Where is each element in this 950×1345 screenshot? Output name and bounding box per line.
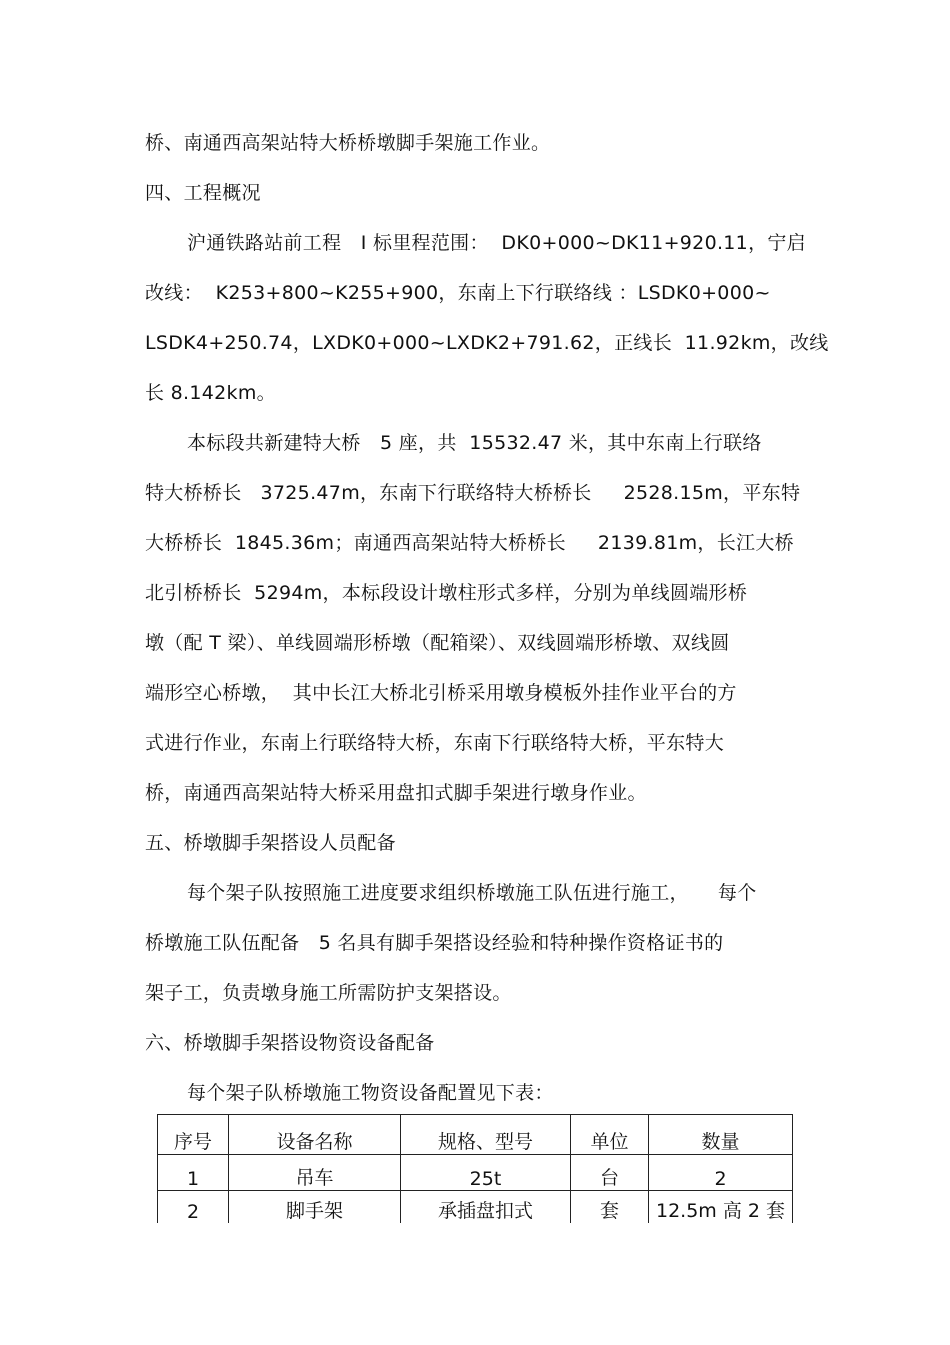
equipment-table bbox=[157, 1114, 793, 1223]
table-header-row bbox=[158, 1115, 793, 1155]
table-cell: 台 bbox=[571, 1155, 649, 1191]
paragraph-line: 桥，南通西高架站特大桥采用盘扣式脚手架进行墩身作业。 bbox=[145, 782, 647, 804]
section-heading-4: 四、工程概况 bbox=[145, 182, 261, 204]
paragraph-line: 每个架子队桥墩施工物资设备配置见下表： bbox=[187, 1082, 554, 1104]
paragraph-line: 北引桥桥长 5294m，本标段设计墩柱形式多样，分别为单线圆端形桥 bbox=[145, 582, 748, 604]
paragraph-line: 长 8.142km。 bbox=[145, 382, 276, 404]
paragraph-line: 端形空心桥墩， 其中长江大桥北引桥采用墩身模板外挂作业平台的方 bbox=[145, 682, 737, 704]
equipment-table-wrapper bbox=[157, 1114, 792, 1223]
table-cell: 1 bbox=[158, 1155, 229, 1191]
paragraph-line: 特大桥桥长 3725.47m，东南下行联络特大桥桥长 2528.15m，平东特 bbox=[145, 482, 801, 504]
paragraph-line: 每个架子队按照施工进度要求组织桥墩施工队伍进行施工， 每个 bbox=[187, 882, 757, 904]
paragraph-line: 本标段共新建特大桥 5 座，共 15532.47 米，其中东南上行联络 bbox=[187, 432, 762, 454]
table-header-cell: 数量 bbox=[649, 1115, 793, 1155]
paragraph-line: 沪通铁路站前工程 I 标里程范围： DK0+000~DK11+920.11，宁启 bbox=[187, 232, 806, 254]
table-row bbox=[158, 1155, 793, 1191]
paragraph-line: 桥、南通西高架站特大桥桥墩脚手架施工作业。 bbox=[145, 132, 551, 154]
paragraph-line: LSDK4+250.74，LXDK0+000~LXDK2+791.62，正线长 11.92km，改线 bbox=[145, 332, 829, 354]
table-cell: 套 bbox=[571, 1191, 649, 1224]
paragraph-line: 墩（配 T 梁）、单线圆端形桥墩（配箱梁）、双线圆端形桥墩、双线圆 bbox=[145, 632, 730, 654]
table-cell: 承插盘扣式 bbox=[401, 1191, 571, 1224]
table-cell: 2 bbox=[158, 1191, 229, 1224]
table-row bbox=[158, 1191, 793, 1224]
section-heading-6: 六、桥墩脚手架搭设物资设备配备 bbox=[145, 1032, 435, 1054]
table-header-cell: 序号 bbox=[158, 1115, 229, 1155]
paragraph-line: 改线： K253+800~K255+900，东南上下行联络线 ：LSDK0+000~ bbox=[145, 282, 771, 304]
table-cell: 25t bbox=[401, 1155, 571, 1191]
table-cell: 脚手架 bbox=[229, 1191, 401, 1224]
table-header-cell: 规格、型号 bbox=[401, 1115, 571, 1155]
paragraph-line: 式进行作业，东南上行联络特大桥，东南下行联络特大桥，平东特大 bbox=[145, 732, 725, 754]
table-cell: 2 bbox=[649, 1155, 793, 1191]
paragraph-line: 架子工，负责墩身施工所需防护支架搭设。 bbox=[145, 982, 512, 1004]
section-heading-5: 五、桥墩脚手架搭设人员配备 bbox=[145, 832, 396, 854]
table-cell: 12.5m 高 2 套 bbox=[649, 1191, 793, 1224]
paragraph-line: 桥墩施工队伍配备 5 名具有脚手架搭设经验和特种操作资格证书的 bbox=[145, 932, 724, 954]
table-header-cell: 设备名称 bbox=[229, 1115, 401, 1155]
table-header-cell: 单位 bbox=[571, 1115, 649, 1155]
paragraph-line: 大桥桥长 1845.36m；南通西高架站特大桥桥长 2139.81m，长江大桥 bbox=[145, 532, 794, 554]
table-cell: 吊车 bbox=[229, 1155, 401, 1191]
